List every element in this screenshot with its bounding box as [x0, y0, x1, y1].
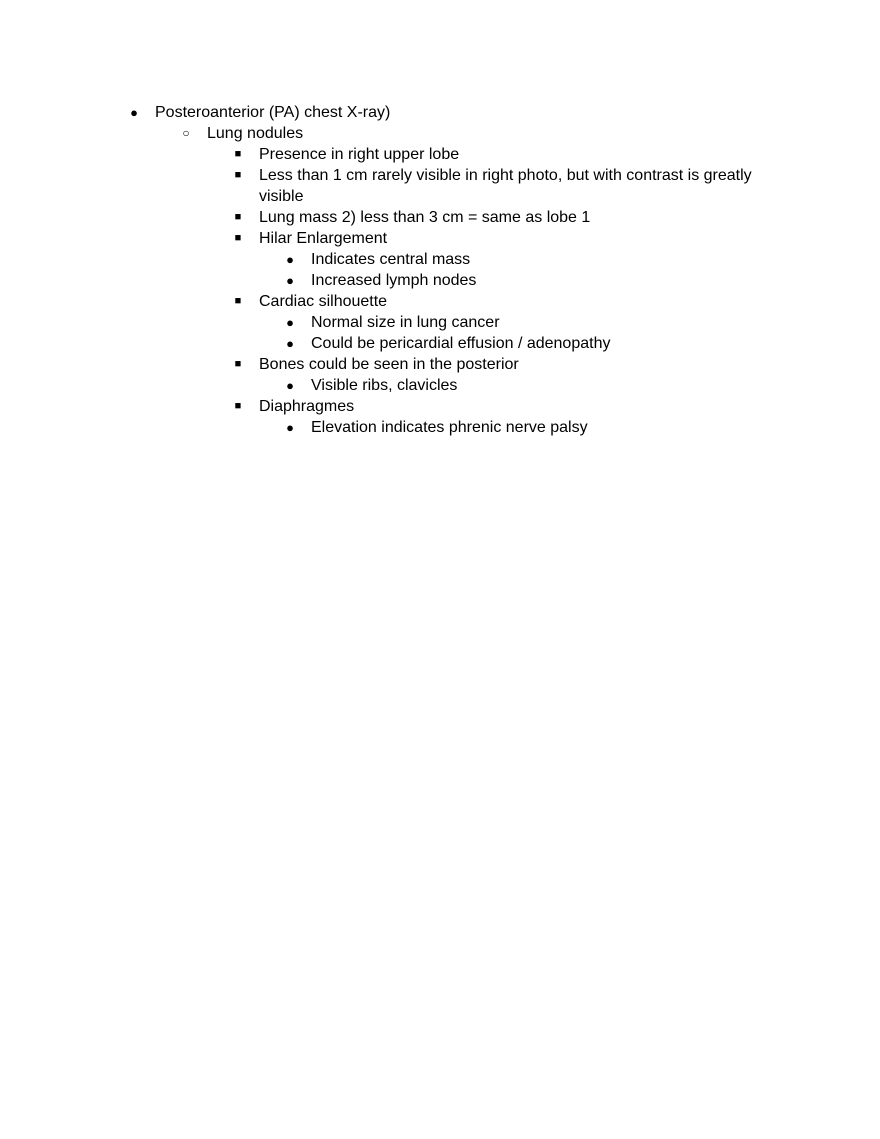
list-item	[0, 270, 880, 291]
list-item-text: Lung nodules	[207, 125, 304, 142]
list-item	[0, 207, 880, 228]
square-bullet-icon: ■	[234, 358, 242, 370]
filled-circle-bullet-icon: ●	[286, 273, 294, 288]
list-item-text: Diaphragmes	[259, 398, 355, 415]
bullet-outline	[0, 102, 880, 438]
list-item	[0, 249, 880, 270]
square-bullet-icon: ■	[234, 211, 242, 223]
list-item-text: Bones could be seen in the posterior	[259, 356, 519, 373]
square-bullet-icon: ■	[234, 295, 242, 307]
list-item	[0, 144, 880, 165]
square-bullet-icon: ■	[234, 148, 242, 160]
square-bullet-icon: ■	[234, 169, 242, 181]
list-item-text: Cardiac silhouette	[259, 293, 388, 310]
square-bullet-icon: ■	[234, 232, 242, 244]
list-item	[0, 333, 880, 354]
list-item-text: Could be pericardial effusion / adenopathy	[311, 335, 611, 352]
filled-circle-bullet-icon: ●	[130, 105, 138, 120]
filled-circle-bullet-icon: ●	[286, 252, 294, 267]
list-item-text: Less than 1 cm rarely visible in right photo, but with contrast is greatly visible	[259, 167, 752, 205]
list-item	[0, 102, 880, 123]
list-item	[0, 291, 880, 312]
filled-circle-bullet-icon: ●	[286, 315, 294, 330]
filled-circle-bullet-icon: ●	[286, 378, 294, 393]
square-bullet-icon: ■	[234, 400, 242, 412]
list-item-text: Hilar Enlargement	[259, 230, 388, 247]
list-item-text: Lung mass 2) less than 3 cm = same as lobe 1	[259, 209, 591, 226]
hollow-circle-bullet-icon: ○	[182, 126, 190, 140]
list-item	[0, 312, 880, 333]
list-item-text: Elevation indicates phrenic nerve palsy	[311, 419, 588, 436]
filled-circle-bullet-icon: ●	[286, 336, 294, 351]
list-item	[0, 228, 880, 249]
list-item-text: Posteroanterior (PA) chest X-ray)	[155, 104, 391, 121]
list-item-text: Increased lymph nodes	[311, 272, 477, 289]
list-item-text: Indicates central mass	[311, 251, 471, 268]
list-item-text: Visible ribs, clavicles	[311, 377, 458, 394]
list-item	[0, 165, 880, 207]
list-item-text: Presence in right upper lobe	[259, 146, 460, 163]
filled-circle-bullet-icon: ●	[286, 420, 294, 435]
list-item-text: Normal size in lung cancer	[311, 314, 500, 331]
list-item	[0, 417, 880, 438]
list-item	[0, 123, 880, 144]
list-item	[0, 396, 880, 417]
list-item	[0, 354, 880, 375]
list-item	[0, 375, 880, 396]
